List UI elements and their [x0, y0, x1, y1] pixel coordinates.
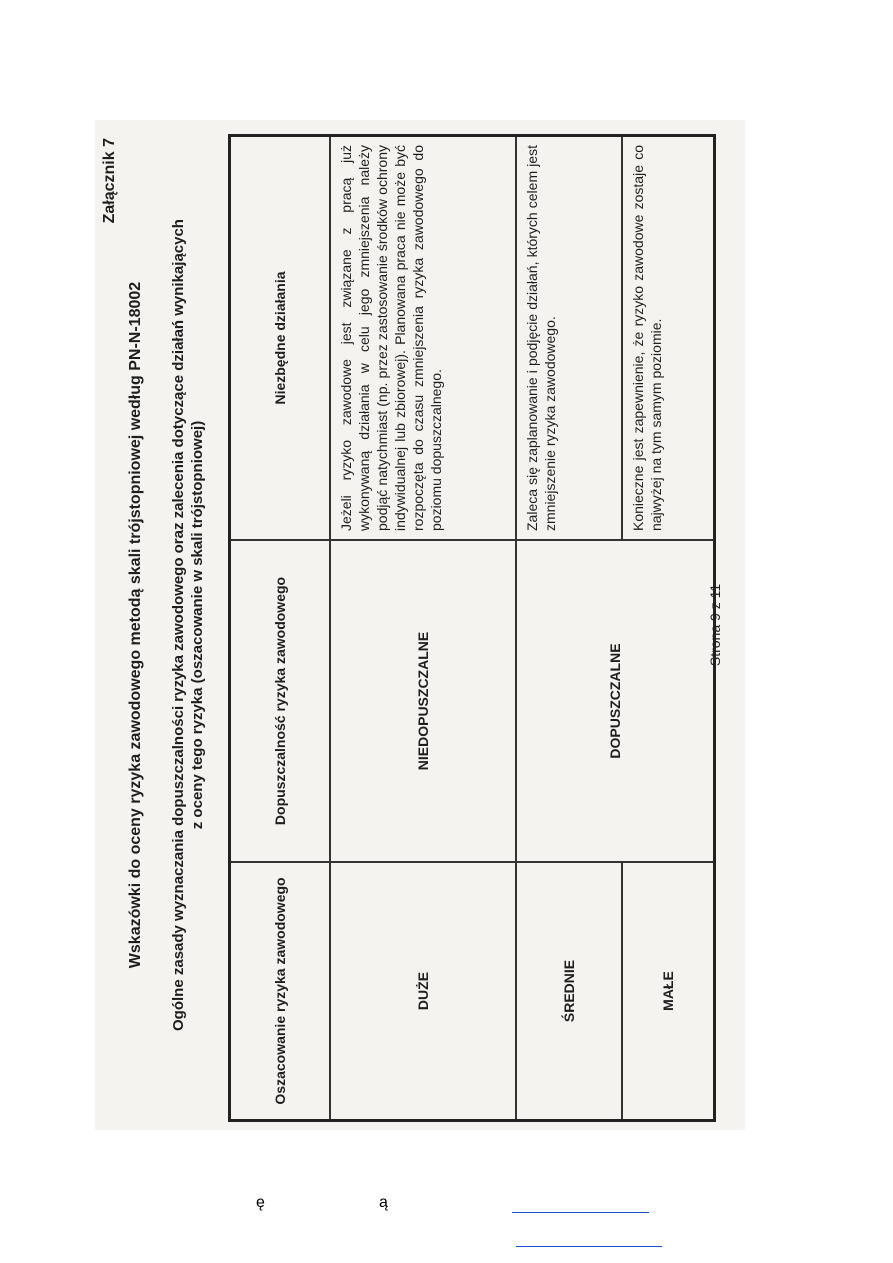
footer-link-underline[interactable]: [516, 1246, 662, 1247]
table-row: [516, 136, 622, 1121]
risk-acceptability: DOPUSZCZALNE: [516, 540, 715, 862]
document-title: Wskazówki do oceny ryzyka zawodowego metodą skali trójstopniowej według PN-N-18002: [127, 281, 144, 969]
header-risk-estimate: Oszacowanie ryzyka zawodowego: [230, 862, 331, 1121]
rotated-content: [95, 120, 745, 1130]
footer-link-underline[interactable]: [512, 1212, 649, 1213]
table-row: [330, 136, 516, 1121]
footer-char-e: ę: [256, 1194, 265, 1211]
header-acceptability: Dopuszczalność ryzyka zawodowego: [230, 540, 331, 862]
footer-char-a: ą: [379, 1194, 388, 1211]
table-header-row: [230, 136, 331, 1121]
document-subtitle: [169, 160, 207, 1090]
required-action: Zaleca się zaplanowanie i podjęcie działań, których celem jest zmniejszenie ryzyka zawodowego.: [516, 136, 622, 541]
risk-table: [228, 134, 716, 1122]
risk-level: DUŻE: [330, 862, 516, 1121]
risk-acceptability: NIEDOPUSZCZALNE: [330, 540, 516, 862]
risk-level: MAŁE: [622, 862, 715, 1121]
annex-label: Załącznik 7: [101, 138, 118, 224]
required-action: Jeżeli ryzyko zawodowe jest związane z pracą już wykonywaną działania w celu jego zmniejszenia należy podjąć natychmiast (np. przez zastosowanie środków ochrony indywidualnej lub zbiorowej). Planowana praca nie może być rozpoczęta do czasu zmniejszenia ryzyka zawodowego do poziomu dopuszczalnego.: [330, 136, 516, 541]
subtitle-line-2: z oceny tego ryzyka (oszacowanie w skali trójstopniowej): [189, 420, 206, 830]
risk-level: ŚREDNIE: [516, 862, 622, 1121]
header-actions: Niezbędne działania: [230, 136, 331, 541]
scanned-page: [95, 120, 745, 1130]
subtitle-line-1: Ogólne zasady wyznaczania dopuszczalności ryzyka zawodowego oraz zalecenia dotyczące działań wynikających: [170, 219, 187, 1031]
required-action: Konieczne jest zapewnienie, że ryzyko zawodowe zostaje co najwyżej na tym samym poziomie.: [622, 136, 715, 541]
page-number: Strona 9 z 11: [707, 583, 723, 667]
